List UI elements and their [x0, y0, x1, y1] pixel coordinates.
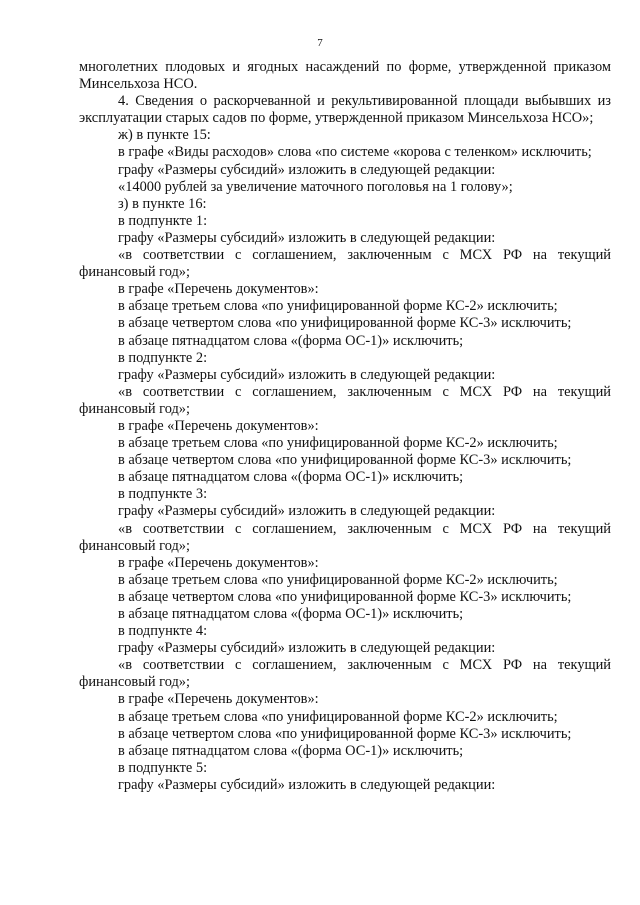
paragraph-point-15: ж) в пункте 15: — [118, 127, 211, 144]
paragraph: в графе «Перечень документов»: — [118, 281, 319, 298]
paragraph: в абзаце четвертом слова «по унифицированной форме КС-3» исключить; — [118, 588, 572, 605]
paragraph: «14000 рублей за увеличение маточного поголовья на 1 голову»; — [118, 178, 513, 195]
paragraph: в абзаце четвертом слова «по унифицированной форме КС-3» исключить; — [118, 315, 572, 332]
paragraph: в абзаце третьем слова «по унифицированной форме КС-2» исключить; — [118, 708, 558, 725]
paragraph-item-4: 4. Сведения о раскорчеванной и рекультивированной площади выбывших из эксплуатации старых садов по форме, утвержденной приказом Минсельхоза НСО»; — [79, 93, 611, 127]
paragraph-point-16: з) в пункте 16: — [118, 195, 207, 212]
paragraph: графу «Размеры субсидий» изложить в следующей редакции: — [118, 366, 496, 383]
paragraph-subpoint-4: в подпункте 4: — [118, 623, 208, 640]
paragraph-subpoint-5: в подпункте 5: — [118, 759, 208, 776]
paragraph: графу «Размеры субсидий» изложить в следующей редакции: — [118, 640, 496, 657]
paragraph: в графе «Перечень документов»: — [118, 691, 319, 708]
paragraph: «в соответствии с соглашением, заключенным с МСХ РФ на текущий финансовый год»; — [79, 520, 611, 554]
page-number: 7 — [317, 37, 323, 49]
paragraph: в абзаце пятнадцатом слова «(форма ОС-1)» исключить; — [118, 332, 464, 349]
paragraph-subpoint-1: в подпункте 1: — [118, 212, 208, 229]
paragraph: графу «Размеры субсидий» изложить в следующей редакции: — [118, 503, 496, 520]
paragraph: в абзаце четвертом слова «по унифицированной форме КС-3» исключить; — [118, 725, 572, 742]
paragraph: графу «Размеры субсидий» изложить в следующей редакции: — [118, 229, 496, 246]
paragraph: «в соответствии с соглашением, заключенным с МСХ РФ на текущий финансовый год»; — [79, 383, 611, 417]
paragraph: в абзаце пятнадцатом слова «(форма ОС-1)» исключить; — [118, 469, 464, 486]
paragraph: графу «Размеры субсидий» изложить в следующей редакции: — [118, 776, 496, 793]
paragraph-continuation: многолетних плодовых и ягодных насаждений по форме, утвержденной приказом Минсельхоза НСО. — [79, 59, 611, 93]
paragraph-subpoint-3: в подпункте 3: — [118, 486, 208, 503]
paragraph: в абзаце третьем слова «по унифицированной форме КС-2» исключить; — [118, 571, 558, 588]
paragraph: в абзаце пятнадцатом слова «(форма ОС-1)» исключить; — [118, 742, 464, 759]
paragraph: «в соответствии с соглашением, заключенным с МСХ РФ на текущий финансовый год»; — [79, 247, 611, 281]
paragraph: в абзаце пятнадцатом слова «(форма ОС-1)» исключить; — [118, 606, 464, 622]
paragraph: в графе «Виды расходов» слова «по системе «корова с теленком» исключить; — [118, 144, 592, 161]
paragraph: в графе «Перечень документов»: — [118, 554, 319, 571]
paragraph: в абзаце четвертом слова «по унифицированной форме КС-3» исключить; — [118, 452, 572, 469]
paragraph: в графе «Перечень документов»: — [118, 417, 319, 434]
paragraph-subpoint-2: в подпункте 2: — [118, 349, 208, 366]
paragraph: «в соответствии с соглашением, заключенным с МСХ РФ на текущий финансовый год»; — [79, 657, 611, 691]
paragraph: графу «Размеры субсидий» изложить в следующей редакции: — [118, 161, 496, 178]
paragraph: в абзаце третьем слова «по унифицированной форме КС-2» исключить; — [118, 298, 558, 315]
document-body — [79, 59, 611, 794]
paragraph: в абзаце третьем слова «по унифицированной форме КС-2» исключить; — [118, 435, 558, 452]
